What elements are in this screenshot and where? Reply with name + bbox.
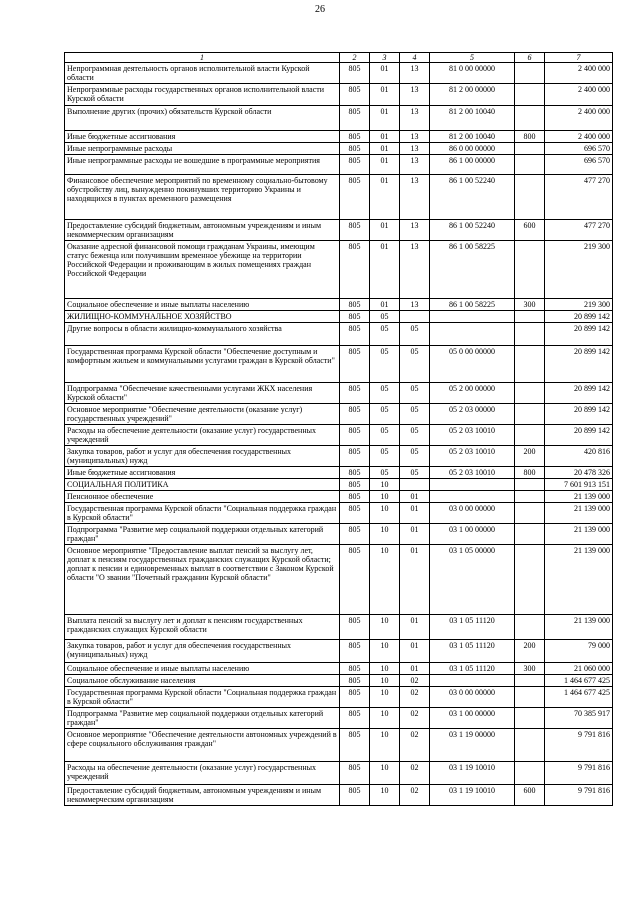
row-subsection-cell: 13 <box>400 106 430 131</box>
row-name-cell: Закупка товаров, работ и услуг для обеспечения государственных (муниципальных) нужд <box>65 446 340 467</box>
row-name-cell: Выплата пенсий за выслугу лет и доплат к пенсиям государственных гражданских служащих Курской области <box>65 615 340 640</box>
row-section-cell: 10 <box>370 708 400 729</box>
row-amount-cell: 20 899 142 <box>545 346 613 383</box>
header-col-3: 3 <box>370 53 400 63</box>
row-amount-cell: 20 899 142 <box>545 323 613 346</box>
row-name-cell: Расходы на обеспечение деятельности (оказание услуг) государственных учреждений <box>65 425 340 446</box>
row-target-article-cell: 05 2 03 10010 <box>430 425 515 446</box>
row-admin-code-cell: 805 <box>340 299 370 311</box>
row-expense-type-cell: 800 <box>515 131 545 143</box>
row-expense-type-cell: 300 <box>515 299 545 311</box>
row-section-cell: 01 <box>370 63 400 84</box>
row-expense-type-cell <box>515 615 545 640</box>
row-target-article-cell <box>430 323 515 346</box>
row-section-cell: 01 <box>370 299 400 311</box>
row-section-cell: 10 <box>370 524 400 545</box>
row-section-cell: 10 <box>370 729 400 762</box>
table-row <box>65 640 613 663</box>
row-subsection-cell: 13 <box>400 220 430 241</box>
table-row <box>65 220 613 241</box>
row-expense-type-cell <box>515 524 545 545</box>
row-section-cell: 10 <box>370 545 400 615</box>
row-target-article-cell: 03 1 05 11120 <box>430 663 515 675</box>
row-amount-cell: 79 000 <box>545 640 613 663</box>
row-name-cell: Иные непрограммные расходы не вошедшие в программные мероприятия <box>65 155 340 175</box>
table-row <box>65 503 613 524</box>
row-subsection-cell: 13 <box>400 84 430 106</box>
row-target-article-cell: 03 0 00 00000 <box>430 687 515 708</box>
row-target-article-cell <box>430 479 515 491</box>
row-admin-code-cell: 805 <box>340 785 370 806</box>
row-section-cell: 05 <box>370 311 400 323</box>
row-name-cell: Иные непрограммные расходы <box>65 143 340 155</box>
row-amount-cell: 20 478 326 <box>545 467 613 479</box>
row-amount-cell: 477 270 <box>545 175 613 220</box>
row-amount-cell: 2 400 000 <box>545 63 613 84</box>
row-amount-cell: 21 139 000 <box>545 524 613 545</box>
row-amount-cell: 1 464 677 425 <box>545 687 613 708</box>
row-expense-type-cell <box>515 143 545 155</box>
row-section-cell: 10 <box>370 615 400 640</box>
row-admin-code-cell: 805 <box>340 311 370 323</box>
row-name-cell: Социальное обеспечение и иные выплаты населению <box>65 663 340 675</box>
row-expense-type-cell <box>515 84 545 106</box>
row-expense-type-cell <box>515 708 545 729</box>
row-target-article-cell: 05 0 00 00000 <box>430 346 515 383</box>
table-row <box>65 404 613 425</box>
row-subsection-cell: 02 <box>400 785 430 806</box>
row-admin-code-cell: 805 <box>340 479 370 491</box>
row-amount-cell: 219 300 <box>545 299 613 311</box>
row-name-cell: Социальное обеспечение и иные выплаты населению <box>65 299 340 311</box>
table-row <box>65 687 613 708</box>
table-header-row <box>65 53 613 63</box>
row-admin-code-cell: 805 <box>340 675 370 687</box>
row-section-cell: 05 <box>370 404 400 425</box>
row-name-cell: Подпрограмма "Обеспечение качественными услугами ЖКХ населения Курской области" <box>65 383 340 404</box>
row-target-article-cell: 86 0 00 00000 <box>430 143 515 155</box>
row-expense-type-cell: 200 <box>515 640 545 663</box>
row-amount-cell: 2 400 000 <box>545 106 613 131</box>
row-expense-type-cell <box>515 175 545 220</box>
row-expense-type-cell <box>515 383 545 404</box>
table-row <box>65 346 613 383</box>
row-admin-code-cell: 805 <box>340 503 370 524</box>
table-row <box>65 762 613 785</box>
row-admin-code-cell: 805 <box>340 106 370 131</box>
table-row <box>65 63 613 84</box>
row-target-article-cell: 05 2 03 10010 <box>430 467 515 479</box>
row-target-article-cell: 03 1 05 11120 <box>430 615 515 640</box>
row-target-article-cell: 86 1 00 58225 <box>430 299 515 311</box>
table-row <box>65 446 613 467</box>
row-name-cell: Государственная программа Курской области "Социальная поддержка граждан в Курской области" <box>65 687 340 708</box>
row-name-cell: Основное мероприятие "Предоставление выплат пенсий за выслугу лет, доплат к пенсиям государственных гражданских служащих Курской области; доплат к пенсии и единовременных выплат в соответствии с Законом Курской области "О звании "Почетный гражданин Курской области" <box>65 545 340 615</box>
table-row <box>65 491 613 503</box>
row-amount-cell: 21 139 000 <box>545 503 613 524</box>
row-amount-cell: 21 139 000 <box>545 615 613 640</box>
row-admin-code-cell: 805 <box>340 425 370 446</box>
row-name-cell: Государственная программа Курской области "Социальная поддержка граждан в Курской области" <box>65 503 340 524</box>
row-subsection-cell: 02 <box>400 729 430 762</box>
table-row <box>65 785 613 806</box>
row-admin-code-cell: 805 <box>340 708 370 729</box>
row-expense-type-cell <box>515 479 545 491</box>
header-col-5: 5 <box>430 53 515 63</box>
table-row <box>65 311 613 323</box>
row-name-cell: Подпрограмма "Развитие мер социальной поддержки отдельных категорий граждан" <box>65 708 340 729</box>
page-number: 26 <box>315 4 325 15</box>
row-target-article-cell: 05 2 00 00000 <box>430 383 515 404</box>
row-target-article-cell: 03 1 19 00000 <box>430 729 515 762</box>
row-amount-cell: 20 899 142 <box>545 311 613 323</box>
header-col-1: 1 <box>65 53 340 63</box>
row-admin-code-cell: 805 <box>340 545 370 615</box>
row-target-article-cell: 81 2 00 00000 <box>430 84 515 106</box>
row-expense-type-cell: 600 <box>515 220 545 241</box>
row-target-article-cell: 03 1 05 00000 <box>430 545 515 615</box>
row-subsection-cell: 05 <box>400 383 430 404</box>
row-section-cell: 10 <box>370 663 400 675</box>
row-target-article-cell: 03 0 00 00000 <box>430 503 515 524</box>
row-admin-code-cell: 805 <box>340 762 370 785</box>
row-expense-type-cell: 600 <box>515 785 545 806</box>
row-subsection-cell: 05 <box>400 404 430 425</box>
row-target-article-cell: 03 1 19 10010 <box>430 785 515 806</box>
row-section-cell: 05 <box>370 446 400 467</box>
table-row <box>65 84 613 106</box>
row-section-cell: 10 <box>370 687 400 708</box>
table-row <box>65 479 613 491</box>
table-row <box>65 241 613 299</box>
row-name-cell: Пенсионное обеспечение <box>65 491 340 503</box>
row-admin-code-cell: 805 <box>340 729 370 762</box>
row-target-article-cell: 03 1 00 00000 <box>430 524 515 545</box>
table-row <box>65 663 613 675</box>
row-target-article-cell: 81 2 00 10040 <box>430 131 515 143</box>
row-name-cell: Непрограммная деятельность органов исполнительной власти Курской области <box>65 63 340 84</box>
row-expense-type-cell <box>515 155 545 175</box>
row-target-article-cell <box>430 491 515 503</box>
row-subsection-cell: 05 <box>400 467 430 479</box>
table-row <box>65 155 613 175</box>
row-admin-code-cell: 805 <box>340 640 370 663</box>
row-subsection-cell: 01 <box>400 615 430 640</box>
row-section-cell: 05 <box>370 346 400 383</box>
table-row <box>65 323 613 346</box>
row-section-cell: 01 <box>370 220 400 241</box>
row-subsection-cell: 13 <box>400 131 430 143</box>
row-subsection-cell: 13 <box>400 241 430 299</box>
row-subsection-cell: 01 <box>400 545 430 615</box>
row-section-cell: 05 <box>370 383 400 404</box>
row-section-cell: 10 <box>370 503 400 524</box>
row-admin-code-cell: 805 <box>340 663 370 675</box>
row-admin-code-cell: 805 <box>340 143 370 155</box>
row-admin-code-cell: 805 <box>340 131 370 143</box>
row-expense-type-cell <box>515 729 545 762</box>
row-name-cell: Выполнение других (прочих) обязательств Курской области <box>65 106 340 131</box>
table-row <box>65 106 613 131</box>
row-name-cell: Непрограммные расходы государственных органов исполнительной власти Курской области <box>65 84 340 106</box>
row-target-article-cell: 81 2 00 10040 <box>430 106 515 131</box>
table-row <box>65 467 613 479</box>
row-name-cell: Закупка товаров, работ и услуг для обеспечения государственных (муниципальных) нужд <box>65 640 340 663</box>
table-row <box>65 131 613 143</box>
row-amount-cell: 9 791 816 <box>545 729 613 762</box>
row-subsection-cell: 01 <box>400 524 430 545</box>
row-name-cell: Основное мероприятие "Обеспечение деятельности (оказание услуг) государственных учреждений" <box>65 404 340 425</box>
row-subsection-cell <box>400 311 430 323</box>
row-subsection-cell: 01 <box>400 640 430 663</box>
row-subsection-cell: 13 <box>400 143 430 155</box>
row-admin-code-cell: 805 <box>340 404 370 425</box>
row-expense-type-cell <box>515 404 545 425</box>
row-subsection-cell: 05 <box>400 346 430 383</box>
row-admin-code-cell: 805 <box>340 175 370 220</box>
row-target-article-cell: 05 2 03 00000 <box>430 404 515 425</box>
table-row <box>65 729 613 762</box>
row-amount-cell: 2 400 000 <box>545 84 613 106</box>
row-admin-code-cell: 805 <box>340 467 370 479</box>
row-admin-code-cell: 805 <box>340 687 370 708</box>
row-subsection-cell: 01 <box>400 491 430 503</box>
row-target-article-cell: 03 1 05 11120 <box>430 640 515 663</box>
row-subsection-cell: 13 <box>400 63 430 84</box>
row-section-cell: 10 <box>370 785 400 806</box>
row-subsection-cell: 13 <box>400 175 430 220</box>
row-expense-type-cell <box>515 241 545 299</box>
row-amount-cell: 20 899 142 <box>545 425 613 446</box>
row-amount-cell: 20 899 142 <box>545 383 613 404</box>
row-section-cell: 01 <box>370 143 400 155</box>
row-expense-type-cell <box>515 491 545 503</box>
row-subsection-cell: 02 <box>400 687 430 708</box>
row-subsection-cell: 05 <box>400 446 430 467</box>
row-target-article-cell: 05 2 03 10010 <box>430 446 515 467</box>
row-expense-type-cell <box>515 687 545 708</box>
row-amount-cell: 21 060 000 <box>545 663 613 675</box>
row-section-cell: 05 <box>370 323 400 346</box>
row-section-cell: 05 <box>370 425 400 446</box>
row-amount-cell: 420 816 <box>545 446 613 467</box>
row-expense-type-cell <box>515 323 545 346</box>
row-subsection-cell: 01 <box>400 503 430 524</box>
row-target-article-cell: 03 1 00 00000 <box>430 708 515 729</box>
row-section-cell: 01 <box>370 131 400 143</box>
row-name-cell: Расходы на обеспечение деятельности (оказание услуг) государственных учреждений <box>65 762 340 785</box>
row-amount-cell: 696 570 <box>545 155 613 175</box>
row-amount-cell: 9 791 816 <box>545 762 613 785</box>
row-section-cell: 01 <box>370 106 400 131</box>
row-subsection-cell: 05 <box>400 425 430 446</box>
row-section-cell: 01 <box>370 241 400 299</box>
row-expense-type-cell <box>515 762 545 785</box>
row-amount-cell: 1 464 677 425 <box>545 675 613 687</box>
row-amount-cell: 219 300 <box>545 241 613 299</box>
row-expense-type-cell <box>515 545 545 615</box>
row-section-cell: 10 <box>370 479 400 491</box>
row-expense-type-cell: 200 <box>515 446 545 467</box>
row-target-article-cell: 81 0 00 00000 <box>430 63 515 84</box>
row-name-cell: Финансовое обеспечение мероприятий по временному социально-бытовому обустройству лиц, вынужденно покинувших территорию Украины и находящихся в пунктах временного размещения <box>65 175 340 220</box>
row-section-cell: 10 <box>370 491 400 503</box>
row-name-cell: Социальное обслуживание населения <box>65 675 340 687</box>
row-section-cell: 01 <box>370 84 400 106</box>
row-admin-code-cell: 805 <box>340 346 370 383</box>
row-name-cell: Иные бюджетные ассигнования <box>65 467 340 479</box>
row-expense-type-cell <box>515 425 545 446</box>
row-subsection-cell: 01 <box>400 663 430 675</box>
row-amount-cell: 20 899 142 <box>545 404 613 425</box>
row-amount-cell: 70 385 917 <box>545 708 613 729</box>
header-col-7: 7 <box>545 53 613 63</box>
row-section-cell: 05 <box>370 467 400 479</box>
row-section-cell: 01 <box>370 175 400 220</box>
row-admin-code-cell: 805 <box>340 84 370 106</box>
row-name-cell: Предоставление субсидий бюджетным, автономным учреждениям и иным некоммерческим организациям <box>65 785 340 806</box>
row-section-cell: 01 <box>370 155 400 175</box>
row-subsection-cell: 13 <box>400 155 430 175</box>
header-col-2: 2 <box>340 53 370 63</box>
row-target-article-cell <box>430 311 515 323</box>
table-row <box>65 143 613 155</box>
row-target-article-cell: 86 1 00 00000 <box>430 155 515 175</box>
row-subsection-cell: 05 <box>400 323 430 346</box>
row-admin-code-cell: 805 <box>340 383 370 404</box>
row-name-cell: ЖИЛИЩНО-КОММУНАЛЬНОЕ ХОЗЯЙСТВО <box>65 311 340 323</box>
row-target-article-cell: 86 1 00 52240 <box>430 175 515 220</box>
row-expense-type-cell <box>515 346 545 383</box>
row-admin-code-cell: 805 <box>340 524 370 545</box>
row-name-cell: Основное мероприятие "Обеспечение деятельности автономных учреждений в сфере социального обслуживания граждан" <box>65 729 340 762</box>
header-col-4: 4 <box>400 53 430 63</box>
row-expense-type-cell <box>515 106 545 131</box>
row-target-article-cell <box>430 675 515 687</box>
budget-table <box>64 52 613 806</box>
row-expense-type-cell: 800 <box>515 467 545 479</box>
row-section-cell: 10 <box>370 762 400 785</box>
row-admin-code-cell: 805 <box>340 446 370 467</box>
row-amount-cell: 477 270 <box>545 220 613 241</box>
row-admin-code-cell: 805 <box>340 323 370 346</box>
row-name-cell: СОЦИАЛЬНАЯ ПОЛИТИКА <box>65 479 340 491</box>
table-row <box>65 425 613 446</box>
row-admin-code-cell: 805 <box>340 491 370 503</box>
row-amount-cell: 21 139 000 <box>545 545 613 615</box>
row-subsection-cell: 02 <box>400 762 430 785</box>
row-expense-type-cell <box>515 675 545 687</box>
header-col-6: 6 <box>515 53 545 63</box>
row-name-cell: Подпрограмма "Развитие мер социальной поддержки отдельных категорий граждан" <box>65 524 340 545</box>
row-name-cell: Государственная программа Курской области "Обеспечение доступным и комфортным жильем и коммунальными услугами граждан в Курской области" <box>65 346 340 383</box>
row-target-article-cell: 86 1 00 52240 <box>430 220 515 241</box>
table-row <box>65 675 613 687</box>
row-amount-cell: 696 570 <box>545 143 613 155</box>
table-row <box>65 299 613 311</box>
row-expense-type-cell: 300 <box>515 663 545 675</box>
row-admin-code-cell: 805 <box>340 241 370 299</box>
row-subsection-cell: 02 <box>400 675 430 687</box>
row-target-article-cell: 86 1 00 58225 <box>430 241 515 299</box>
row-subsection-cell: 02 <box>400 708 430 729</box>
row-admin-code-cell: 805 <box>340 63 370 84</box>
table-row <box>65 524 613 545</box>
row-name-cell: Другие вопросы в области жилищно-коммунального хозяйства <box>65 323 340 346</box>
row-subsection-cell <box>400 479 430 491</box>
table-row <box>65 175 613 220</box>
row-admin-code-cell: 805 <box>340 220 370 241</box>
row-amount-cell: 21 139 000 <box>545 491 613 503</box>
row-name-cell: Иные бюджетные ассигнования <box>65 131 340 143</box>
row-target-article-cell: 03 1 19 10010 <box>430 762 515 785</box>
row-expense-type-cell <box>515 63 545 84</box>
table-row <box>65 383 613 404</box>
row-amount-cell: 2 400 000 <box>545 131 613 143</box>
table-row <box>65 615 613 640</box>
table-row <box>65 545 613 615</box>
table-row <box>65 708 613 729</box>
row-expense-type-cell <box>515 311 545 323</box>
row-admin-code-cell: 805 <box>340 615 370 640</box>
row-subsection-cell: 13 <box>400 299 430 311</box>
row-amount-cell: 9 791 816 <box>545 785 613 806</box>
row-section-cell: 10 <box>370 640 400 663</box>
row-name-cell: Предоставление субсидий бюджетным, автономным учреждениям и иным некоммерческим организациям <box>65 220 340 241</box>
row-expense-type-cell <box>515 503 545 524</box>
row-admin-code-cell: 805 <box>340 155 370 175</box>
row-name-cell: Оказание адресной финансовой помощи гражданам Украины, имеющим статус беженца или получившим временное убежище на территории Российской Федерации и проживающим в жилых помещениях граждан Российской Федерации <box>65 241 340 299</box>
row-section-cell: 10 <box>370 675 400 687</box>
row-amount-cell: 7 601 913 151 <box>545 479 613 491</box>
